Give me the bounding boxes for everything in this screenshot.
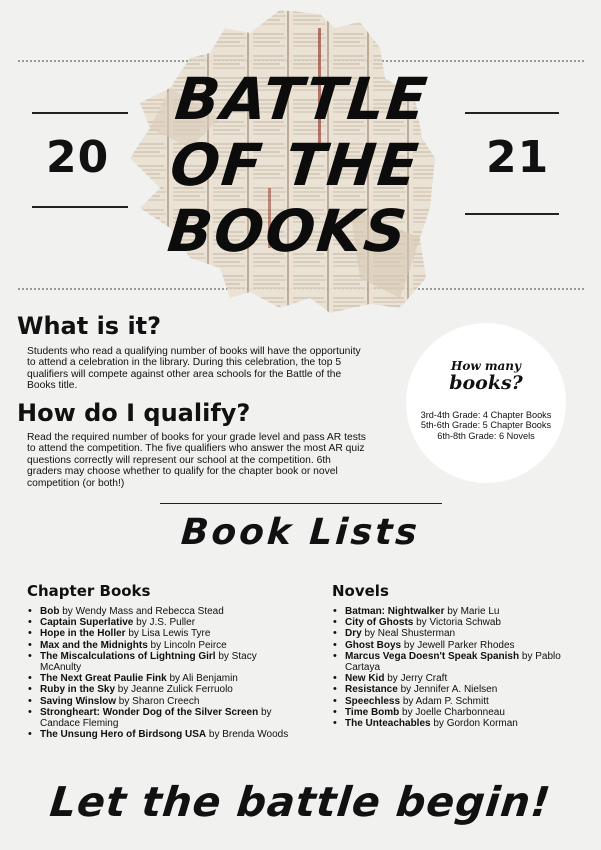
year-right: 21	[486, 132, 550, 183]
list-item: • New Kid by Jerry Craft	[332, 673, 587, 684]
list-item: • City of Ghosts by Victoria Schwab	[332, 617, 587, 628]
list-item: • Bob by Wendy Mass and Rebecca Stead	[27, 606, 297, 617]
grade-requirement: 5th-6th Grade: 5 Chapter Books	[420, 420, 552, 431]
grade-requirement: 3rd-4th Grade: 4 Chapter Books	[420, 410, 552, 420]
list-item: • Resistance by Jennifer A. Nielsen	[332, 684, 587, 695]
novels-list	[332, 606, 587, 729]
list-item: • Captain Superlative by J.S. Puller	[27, 617, 297, 628]
what-body: Students who read a qualifying number of books will have the opportunity to attend a celebration in the library. During this celebration, the top 5 qualifiers will compete against other area schools for the Battle of the Books title.	[27, 346, 361, 392]
title-line-1: BATTLE	[172, 65, 432, 133]
rule-left-bottom	[32, 206, 128, 208]
list-item: • The Next Great Paulie Fink by Ali Benjamin	[27, 673, 297, 684]
list-item: • The Unteachables by Gordon Korman	[332, 718, 587, 729]
rule-left-top	[32, 112, 128, 114]
how-many-books-circle	[406, 323, 566, 483]
list-item: • Dry by Neal Shusterman	[332, 628, 587, 639]
list-item: • Time Bomb by Joelle Charbonneau	[332, 707, 587, 718]
booklists-rule	[160, 503, 442, 504]
books-label: books?	[449, 372, 523, 394]
list-item: • Ghost Boys by Jewell Parker Rhodes	[332, 640, 587, 651]
chapter-books-list	[27, 606, 297, 740]
list-item: • Ruby in the Sky by Jeanne Zulick Ferruolo	[27, 684, 297, 695]
list-item: • Batman: Nightwalker by Marie Lu	[332, 606, 587, 617]
list-item: • The Unsung Hero of Birdsong USA by Brenda Woods	[27, 729, 297, 740]
list-item: • Speechless by Adam P. Schmitt	[332, 696, 587, 707]
novels-heading: Novels	[332, 582, 389, 600]
list-item: • Hope in the Holler by Lisa Lewis Tyre	[27, 628, 297, 639]
grade-requirements	[406, 410, 566, 441]
rule-right-bottom	[465, 213, 559, 215]
page-title	[140, 66, 451, 264]
footer-slogan: Let the battle begin!	[47, 778, 554, 826]
grade-requirement: 6th-8th Grade: 6 Novels	[437, 430, 535, 441]
how-many-label: How many	[450, 359, 522, 373]
chapter-books-heading: Chapter Books	[27, 582, 151, 600]
title-line-3: BOOKS	[164, 197, 412, 265]
list-item: • Saving Winslow by Sharon Creech	[27, 696, 297, 707]
list-item: • Strongheart: Wonder Dog of the Silver Screen by Candace Fleming	[27, 707, 297, 729]
list-item: • Marcus Vega Doesn't Speak Spanish by Pablo Cartaya	[332, 651, 587, 673]
list-item: • Max and the Midnights by Lincoln Peirce	[27, 640, 297, 651]
title-line-2: OF THE	[167, 131, 423, 199]
what-heading: What is it?	[17, 312, 162, 340]
list-item: • The Miscalculations of Lightning Girl by Stacy McAnulty	[27, 651, 297, 673]
book-lists-heading: Book Lists	[179, 512, 422, 553]
qualify-body: Read the required number of books for your grade level and pass AR tests to attend the competition. The five qualifiers who answer the most AR quiz questions correctly will represent our school at the competition. 6th graders may choose whether to qualify for the chapter book or novel competition (or both!)	[27, 432, 366, 489]
rule-right-top	[465, 112, 559, 114]
qualify-heading: How do I qualify?	[17, 399, 251, 427]
year-left: 20	[46, 132, 110, 183]
